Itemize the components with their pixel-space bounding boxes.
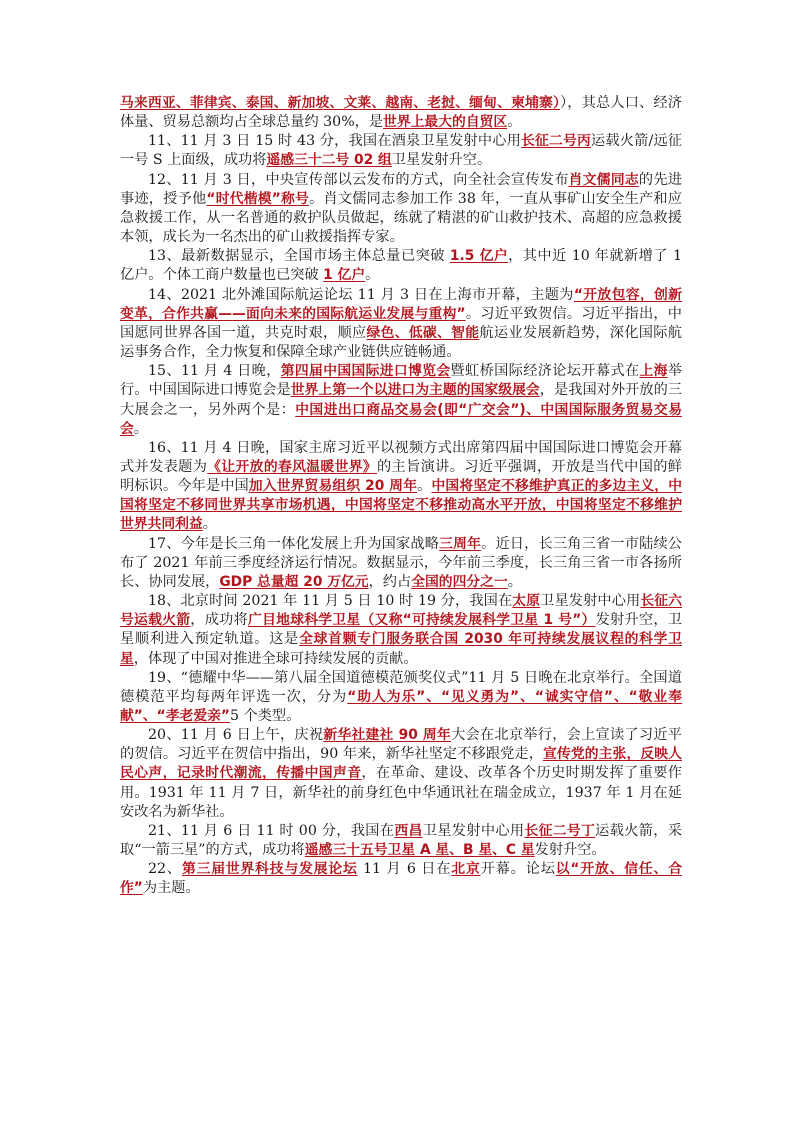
text-segment: ，是我国对外开放的三大展会之一，另外两个是： xyxy=(120,382,682,418)
text-segment: ，在革命、建设、改革各个历史时期发挥了重要作用。1931 年 11 月 7 日，新华社的前身红色中华通讯社在瑞金成立，1937 年 1 月在延安改名为新华社。 xyxy=(120,765,682,820)
text-segment: GDP 总量超 20 万亿元 xyxy=(219,573,369,590)
text-segment: 的主旨演讲。习近平强调，开放是当代中国的鲜明标识。今年是中国 xyxy=(120,458,682,495)
text-segment: 为主题。 xyxy=(142,880,200,897)
text-segment: 航运业发展新趋势，深化国际航运事务合作，全力恢复和保障全球产业链供应链畅通。 xyxy=(120,324,682,361)
text-segment: 15、11 月 4 日晚， xyxy=(148,363,281,380)
paragraph-item-15 xyxy=(120,362,682,439)
paragraph-item-12 xyxy=(120,171,682,248)
text-segment: 全国的四分之一 xyxy=(411,573,508,590)
text-segment: 《让开放的春风温暖世界》 xyxy=(207,458,378,475)
paragraph-item-11 xyxy=(120,132,682,170)
text-segment: 西昌 xyxy=(394,822,423,839)
text-segment: 遥感三十五号卫星 A 星、B 星、C 星 xyxy=(304,842,535,859)
text-segment: 新华社建社 90 周年 xyxy=(323,727,452,744)
text-segment: 21、11 月 6 日 11 时 00 分，我国在 xyxy=(148,822,395,839)
paragraph-item-16 xyxy=(120,439,682,535)
text-segment: 中国将坚定不移维护真正的多边主义，中国将坚定不移同世界共享市场机遇，中国将坚定不移推动高水平开放，中国将坚定不移维护世界共同利益 xyxy=(120,478,682,533)
text-segment: 开幕。论坛 xyxy=(480,861,556,878)
text-segment: 卫星发射中心用 xyxy=(540,593,641,610)
text-segment: 11 月 6 日在 xyxy=(357,861,452,878)
text-segment: ），其总人口、经济体量、贸易总额均占全球总量约 30%，是 xyxy=(120,95,682,131)
text-segment: 22、 xyxy=(148,861,182,878)
text-segment: 卫星发射升空。 xyxy=(391,152,492,169)
text-segment: 肖文儒同志 xyxy=(568,171,639,188)
text-segment: 宣传党的主张，反映人民心声，记录时代潮流，传播中国声音 xyxy=(120,746,682,782)
text-segment: 长征六号运载火箭 xyxy=(120,593,683,629)
text-segment: 14、2021 北外滩国际航运论坛 11 月 3 日在上海市开幕，主题为 xyxy=(148,286,574,303)
text-segment: 。 xyxy=(507,114,522,131)
text-segment: 。 xyxy=(365,267,380,284)
text-segment: “开放包容，创新变革，合作共赢——面向未来的国际航运业发展与重构” xyxy=(120,286,682,322)
text-segment: 20、11 月 6 日上午，庆祝 xyxy=(148,727,324,744)
text-segment: 暨虹桥国际经济论坛开幕式在 xyxy=(450,363,640,380)
text-segment: 。 xyxy=(202,516,217,533)
text-segment: 19、“德耀中华——第八届全国道德模范颁奖仪式”11 月 5 日晚在北京举行。全国道德模范平均每两年评选一次，分为 xyxy=(120,669,682,705)
paragraph-item-21 xyxy=(120,822,682,860)
text-segment: 16、11 月 4 日晚，国家主席习近平以视频方式出席第四届中国国际进口博览会开幕式并发表题为 xyxy=(120,439,682,475)
text-segment: 大会在北京举行，会上宣读了习近平的贺信。习近平在贺信中指出，90 年来，新华社坚定不移跟党走， xyxy=(120,727,682,763)
text-segment: 全球首颗专门服务联合国 2030 年可持续发展议程的科学卫星 xyxy=(120,631,682,667)
text-segment: 运载火箭，采取“一箭三星”的方式，成功将 xyxy=(120,822,683,859)
text-segment: 。近日，长三角三省一市陆续公布了 2021 年前三季度经济运行情况。数据显示，今年前三季度，长三角三省一市各扬所长、协同发展， xyxy=(120,535,682,590)
text-segment: 加入世界贸易组织 20 周年 xyxy=(248,478,418,495)
text-segment: 以“开放、信任、合作” xyxy=(120,861,683,897)
text-segment: 11、11 月 3 日 15 时 43 分，我国在酒泉卫星发射中心用 xyxy=(148,133,522,150)
text-segment: 世界上第一个以进口为主题的国家级展会 xyxy=(290,382,540,399)
text-segment: 1.5 亿户 xyxy=(449,248,509,265)
text-segment: 第四届中国国际进口博览会 xyxy=(280,363,451,380)
paragraph-item-18 xyxy=(120,592,682,669)
text-segment: 世界上最大的自贸区 xyxy=(383,114,508,131)
text-segment: 三周年 xyxy=(439,535,482,552)
text-segment: 上海 xyxy=(639,363,668,380)
text-segment: “助人为乐”、“见义勇为”、“诚实守信”、“敬业奉献”、“孝老爱亲” xyxy=(120,688,682,724)
text-segment: 5 个类型。 xyxy=(229,708,301,724)
paragraph-item-17 xyxy=(120,535,682,592)
text-segment: 中国进出口商品交易会(即“广交会”)、中国国际服务贸易交易会 xyxy=(120,401,682,437)
text-segment: 北京 xyxy=(451,861,481,878)
text-segment: 太原 xyxy=(512,593,541,610)
text-segment: 。习近平致贺信。习近平指出，中国愿同世界各国一道，共克时艰，顺应 xyxy=(120,305,682,341)
paragraph-item-14 xyxy=(120,286,682,363)
text-segment: 。肖文儒同志参加工作 38 年，一直从事矿山安全生产和应急救援工作，从一名普通的救护队员做起，练就了精湛的矿山救护技术、高超的应急救援本领，成长为一名杰出的矿山救援指挥专家。 xyxy=(120,190,682,246)
text-segment: 。 xyxy=(133,420,148,437)
paragraph-item-19 xyxy=(120,669,682,726)
text-segment: ，成功将 xyxy=(190,612,249,629)
text-segment: “时代楷模”称号 xyxy=(206,190,310,207)
text-segment: 12、11 月 3 日，中央宣传部以云发布的方式，向全社会宣传发布 xyxy=(148,171,569,188)
text-segment: 发射升空。 xyxy=(534,842,606,859)
text-segment: 13、最新数据显示，全国市场主体总量已突破 xyxy=(148,248,450,265)
text-segment: ，体现了中国对推进全球可持续发展的贡献。 xyxy=(133,650,418,667)
text-segment: 举行。中国国际进口博览会是 xyxy=(120,363,682,399)
text-segment: 马来西亚、菲律宾、泰国、新加坡、文莱、越南、老挝、缅甸、柬埔寨） xyxy=(120,95,561,111)
text-segment: 遥感三十二号 02 组 xyxy=(266,152,392,169)
text-segment: 18、北京时间 2021 年 11 月 5 日 10 时 19 分，我国在 xyxy=(148,593,513,610)
text-segment: 绿色、低碳、智能 xyxy=(366,324,480,341)
text-segment: ，其中近 10 年就新增了 1 亿户。个体工商户数量也已突破 xyxy=(120,248,687,284)
text-segment: 运载火箭/远征一号 S 上面级，成功将 xyxy=(120,133,683,169)
text-segment: 卫星发射中心用 xyxy=(422,822,525,839)
text-segment: 长征二号丙 xyxy=(521,133,591,150)
text-segment: 17、今年是长三角一体化发展上升为国家战略 xyxy=(148,535,440,552)
paragraph-item-22 xyxy=(120,860,682,898)
text-segment: ，约占 xyxy=(368,573,412,590)
text-segment: 第三届世界科技与发展论坛 xyxy=(181,861,358,878)
paragraph-item-20 xyxy=(120,726,682,822)
text-segment: 的先进事迹，授予他 xyxy=(120,171,682,207)
text-segment: 长征二号丁 xyxy=(524,822,596,839)
text-segment: 。 xyxy=(507,573,522,590)
document-page xyxy=(120,94,687,899)
paragraph-asean-continuation xyxy=(120,94,682,132)
text-segment: 1 亿户 xyxy=(323,267,366,284)
text-segment: 。 xyxy=(417,478,432,495)
paragraph-item-13 xyxy=(120,247,687,285)
text-segment: 广目地球科学卫星（又称“可持续发展科学卫星 1 号”） xyxy=(248,612,596,629)
text-segment: 发射升空，卫星顺利进入预定轨道。这是 xyxy=(120,612,682,648)
